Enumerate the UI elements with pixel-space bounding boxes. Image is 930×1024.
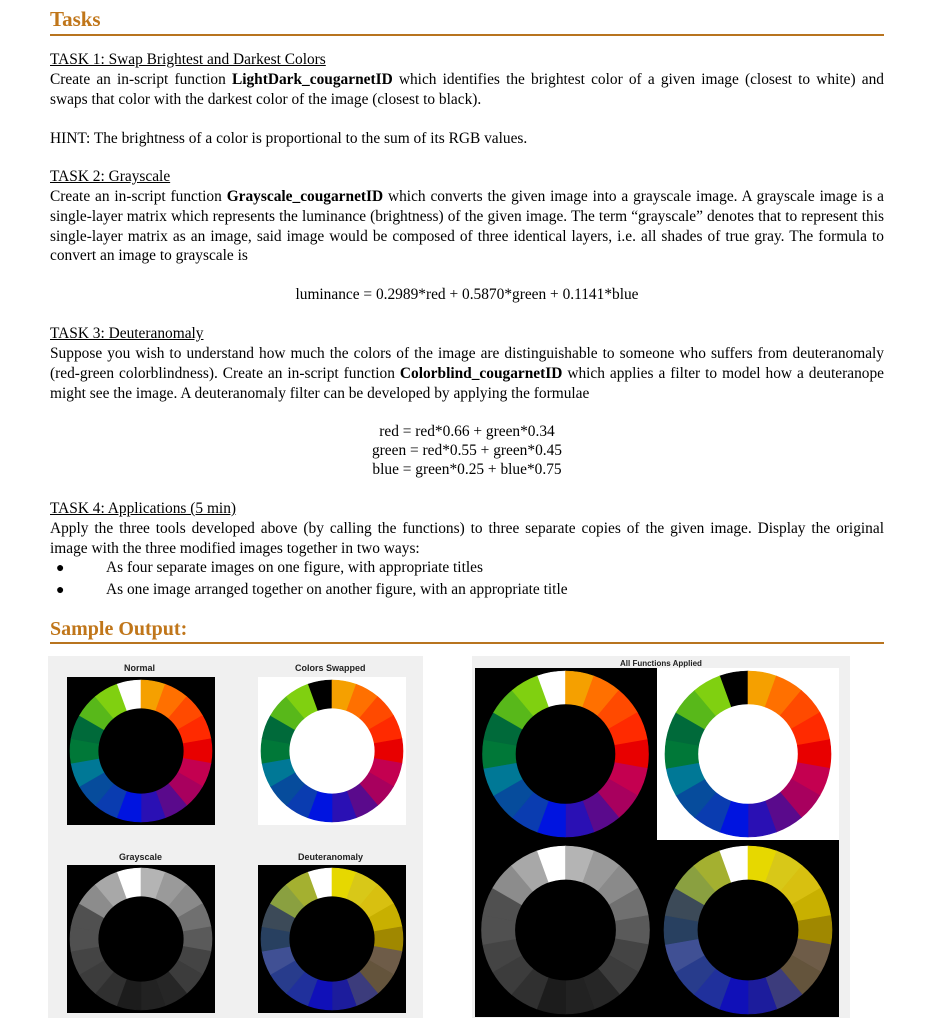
figure-montage xyxy=(472,656,850,1018)
montage-wheel-grayscale xyxy=(475,843,656,1017)
task4-paragraph: Apply the three tools developed above (by calling the functions) to three separate copies of the given image. Display the original image with the three modified images together in two ways: xyxy=(50,520,884,557)
wheel-center xyxy=(289,896,374,981)
bullet-icon: ● xyxy=(56,561,65,576)
task3-function-name: Colorblind_cougarnetID xyxy=(399,364,563,382)
wheel-center xyxy=(98,896,183,981)
wheel-center xyxy=(698,880,799,981)
task2-title-text: TASK 2: Grayscale xyxy=(50,168,171,185)
bullet-item xyxy=(56,580,856,602)
bullet-item xyxy=(56,558,856,580)
task4-title xyxy=(50,499,884,519)
deuteranomaly-formula-green: green = red*0.55 + green*0.45 xyxy=(371,442,563,459)
wheel-colors-swapped xyxy=(258,677,406,825)
deuteranomaly-formula-red: red = red*0.66 + green*0.34 xyxy=(379,423,555,440)
wheel-grayscale xyxy=(67,865,215,1013)
task3-text-pre: Suppose you wish to understand how much the colors of the image are distinguishable to someone who suffers from deuteranomaly (red-green colorblindness). Create an in-script function xyxy=(50,345,884,382)
task3-paragraph xyxy=(50,344,884,403)
task2-text-pre: Create an in-script function xyxy=(50,188,227,205)
montage-wheel-normal xyxy=(475,668,656,840)
task3-title xyxy=(50,324,884,344)
task3-text-post: which applies a filter to model how a deuteranope might see the image. A deuteranomaly filter can be developed by applying the formulae xyxy=(50,364,884,402)
sample-output-heading: Sample Output: xyxy=(50,617,884,644)
bullet-text: As one image arranged together on another figure, with an appropriate title xyxy=(106,580,568,598)
montage-title: All Functions Applied xyxy=(620,659,702,668)
figure-four-subplots xyxy=(48,656,423,1018)
subplot-title-normal: Normal xyxy=(124,663,156,673)
task4-title-text: TASK 4: Applications (5 min) xyxy=(50,500,237,517)
task4-bullet-list xyxy=(56,558,856,601)
task1-function-name: LightDark_cougarnetID xyxy=(231,71,393,88)
task1-title-text: TASK 1: Swap Brightest and Darkest Colors xyxy=(50,51,326,68)
task1-text-post: which identifies the brightest color of a given image (closest to white) and swaps that color with the darkest color of the image (closest to black). xyxy=(50,71,884,108)
task2-title xyxy=(50,167,884,187)
bullet-text: As four separate images on one figure, with appropriate titles xyxy=(106,559,483,576)
subplot-title-deuteranomaly: Deuteranomaly xyxy=(298,852,364,862)
subplot-title-swapped: Colors Swapped xyxy=(295,663,366,673)
tasks-heading: Tasks xyxy=(50,6,884,36)
wheel-center xyxy=(515,880,616,981)
wheel-center xyxy=(698,704,798,804)
montage-wheel-swapped xyxy=(657,668,839,840)
task3-title-text: TASK 3: Deuteranomaly xyxy=(50,325,204,342)
grayscale-formula: luminance = 0.2989*red + 0.5870*green + 0.1141*blue xyxy=(295,286,639,303)
task1-paragraph xyxy=(50,70,884,110)
task2-paragraph xyxy=(50,187,884,266)
wheel-normal xyxy=(67,677,215,825)
montage-canvas xyxy=(475,668,839,1017)
deuteranomaly-formula-blue: blue = green*0.25 + blue*0.75 xyxy=(372,461,562,478)
task1-hint: HINT: The brightness of a color is proportional to the sum of its RGB values. xyxy=(50,130,528,147)
task1-title xyxy=(50,50,884,70)
task2-text-post: which converts the given image into a grayscale image. A grayscale image is a single-layer matrix which represents the luminance (brightness) of the given image. The term “grayscale” denotes that to represent this single-layer matrix as an image, said image would be composed of three identical layers, i.e. all shades of true gray. The formula to convert an image to grayscale is xyxy=(50,188,884,265)
wheel-center xyxy=(289,708,374,793)
wheel-center xyxy=(98,708,183,793)
montage-wheel-deuteranomaly xyxy=(657,843,839,1017)
subplot-title-grayscale: Grayscale xyxy=(119,852,163,862)
wheel-deuteranomaly xyxy=(258,865,406,1013)
task1-text-pre: Create an in-script function xyxy=(50,71,232,88)
wheel-center xyxy=(516,704,616,804)
task2-function-name: Grayscale_cougarnetID xyxy=(226,188,384,205)
bullet-icon: ● xyxy=(56,582,65,598)
